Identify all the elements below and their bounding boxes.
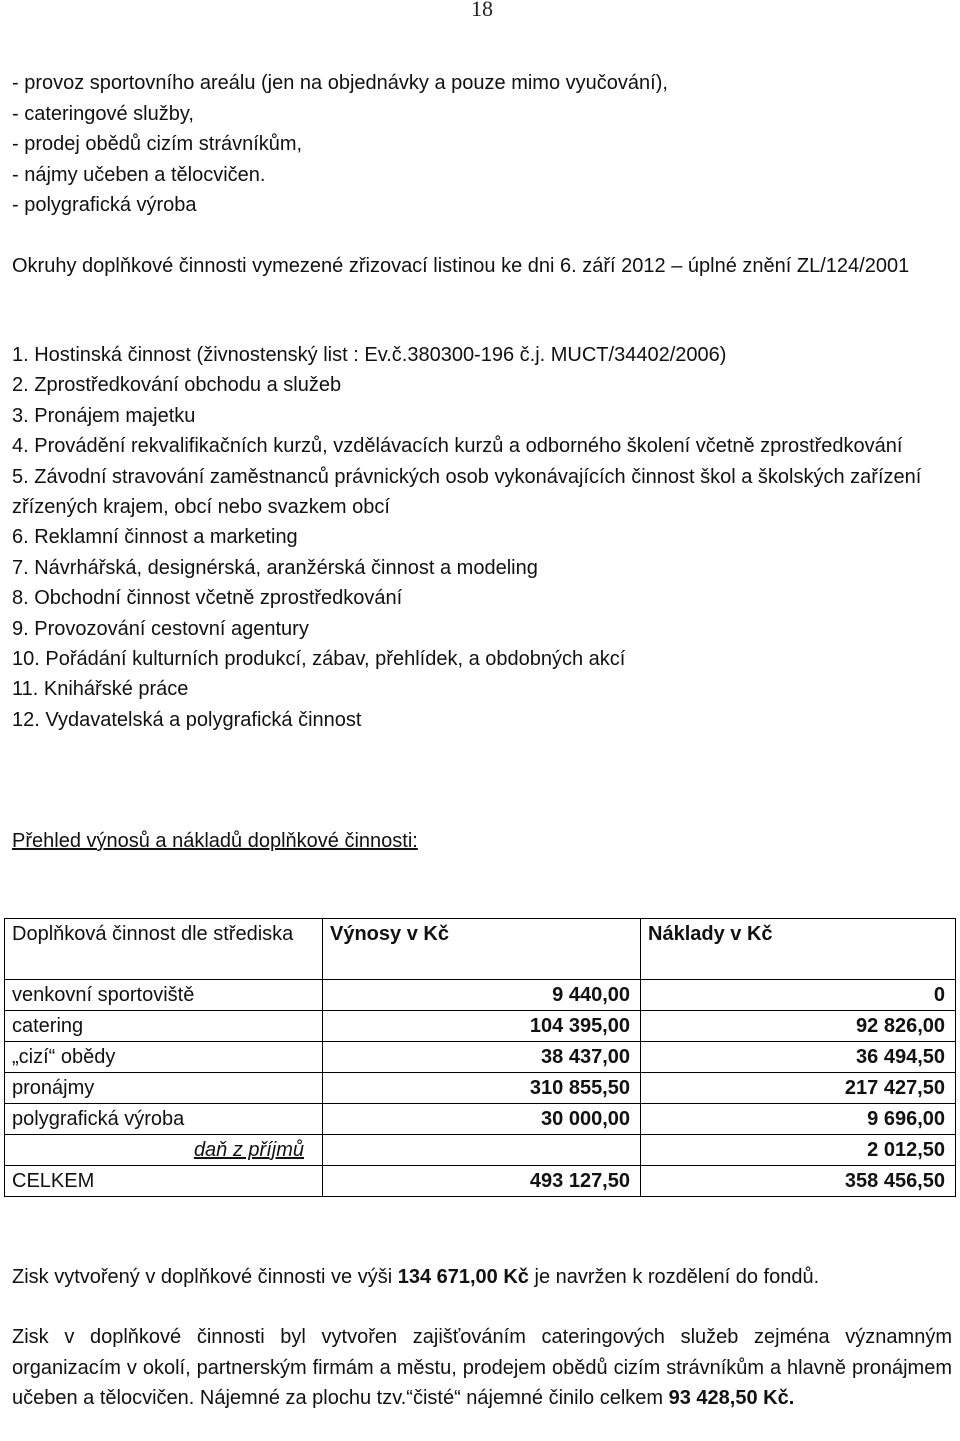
table-header-row xyxy=(5,919,956,980)
tax-value-cell: 2 012,50 xyxy=(641,1135,956,1166)
revenue-cell: 310 855,50 xyxy=(323,1073,641,1104)
list-item: - cateringové služby, xyxy=(12,102,194,125)
total-label-cell: CELKEM xyxy=(5,1166,323,1197)
tax-label: daň z příjmů xyxy=(193,1139,304,1161)
tax-label-cell xyxy=(5,1135,323,1166)
activity-cell: catering xyxy=(5,1011,323,1042)
list-item: - polygrafická výroba xyxy=(12,194,197,216)
revenue-cost-table xyxy=(4,918,956,1197)
list-item: - provoz sportovního areálu (jen na objednávky a pouze mimo vyučování), xyxy=(12,72,668,94)
cost-cell: 36 494,50 xyxy=(641,1042,956,1073)
activity-cell: polygrafická výroba xyxy=(5,1104,323,1135)
profit-sentence xyxy=(12,1262,952,1292)
column-header-revenue: Výnosy v Kč xyxy=(323,919,641,980)
table-row xyxy=(5,1011,956,1042)
overview-heading: Přehled výnosů a nákladů doplňkové činnosti: xyxy=(12,830,418,852)
cost-cell: 92 826,00 xyxy=(641,1011,956,1042)
table-row xyxy=(5,1104,956,1135)
list-item: - prodej obědů cizím strávníkům, xyxy=(12,133,303,155)
list-item: 6. Reklamní činnost a marketing xyxy=(12,526,298,549)
closing-paragraph xyxy=(12,1322,952,1414)
list-item: 3. Pronájem majetku xyxy=(12,404,196,427)
list-item: 9. Provozování cestovní agentury xyxy=(12,617,309,640)
table-row xyxy=(5,980,956,1011)
activities-list xyxy=(12,340,952,735)
cost-cell: 9 696,00 xyxy=(641,1104,956,1135)
list-item: 5. Závodní stravování zaměstnanců právnických osob vykonávajících činnost škol a školských zařízení zřízených krajem, obcí nebo svazkem obcí xyxy=(12,465,922,519)
revenue-cell: 104 395,00 xyxy=(323,1011,641,1042)
okruhy-paragraph: Okruhy doplňkové činnosti vymezené zřizovací listinou ke dni 6. září 2012 – úplné znění ZL/124/2001 xyxy=(12,255,910,277)
tax-row xyxy=(5,1135,956,1166)
closing-amount: 93 428,50 Kč. xyxy=(668,1387,795,1409)
services-bullet-list xyxy=(12,68,952,221)
list-item: 1. Hostinská činnost (živnostenský list : Ev.č.380300-196 č.j. MUCT/34402/2006) xyxy=(12,344,727,366)
page-number: 18 xyxy=(471,0,493,21)
list-item: 7. Návrhářská, designérská, aranžérská činnost a modeling xyxy=(12,556,538,579)
list-item: 10. Pořádání kulturních produkcí, zábav, přehlídek, a obdobných akcí xyxy=(12,648,626,671)
profit-text-after: je navržen k rozdělení do fondů. xyxy=(528,1266,820,1288)
revenue-cell: 9 440,00 xyxy=(323,980,641,1011)
empty-cell xyxy=(323,1135,641,1166)
list-item: - nájmy učeben a tělocvičen. xyxy=(12,163,266,186)
revenue-cell: 30 000,00 xyxy=(323,1104,641,1135)
cost-cell: 217 427,50 xyxy=(641,1073,956,1104)
list-item: 12. Vydavatelská a polygrafická činnost xyxy=(12,708,362,731)
column-header-cost: Náklady v Kč xyxy=(641,919,956,980)
profit-text-before: Zisk vytvořený v doplňkové činnosti ve výši xyxy=(12,1266,398,1288)
list-item: 11. Knihářské práce xyxy=(12,678,189,701)
table-row xyxy=(5,1073,956,1104)
total-row xyxy=(5,1166,956,1197)
total-revenue-cell: 493 127,50 xyxy=(323,1166,641,1197)
list-item: 8. Obchodní činnost včetně zprostředkování xyxy=(12,587,403,610)
table-row xyxy=(5,1042,956,1073)
list-item: 4. Provádění rekvalifikačních kurzů, vzdělávacích kurzů a odborného školení včetně zprostředkování xyxy=(12,435,903,458)
activity-cell: „cizí“ obědy xyxy=(5,1042,323,1073)
column-header-activity: Doplňková činnost dle střediska xyxy=(5,919,323,980)
revenue-cell: 38 437,00 xyxy=(323,1042,641,1073)
profit-amount: 134 671,00 Kč xyxy=(397,1266,529,1288)
total-cost-cell: 358 456,50 xyxy=(641,1166,956,1197)
activity-cell: venkovní sportoviště xyxy=(5,980,323,1011)
activity-cell: pronájmy xyxy=(5,1073,323,1104)
cost-cell: 0 xyxy=(641,980,956,1011)
closing-text: Zisk v doplňkové činnosti byl vytvořen zajišťováním cateringových služeb zejména významným organizacím v okolí, partnerským firmám a městu, prodejem obědů cizím strávníkům a hlavně pronájmem učeben a tělocvičen. Nájemné za plochu tzv.“čisté“ nájemné činilo celkem xyxy=(12,1326,952,1409)
list-item: 2. Zprostředkování obchodu a služeb xyxy=(12,374,342,397)
